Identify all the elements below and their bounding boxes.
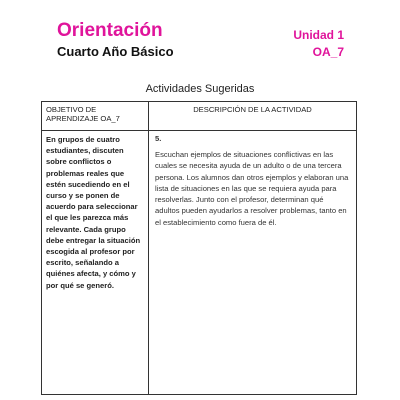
objective-cell: En grupos de cuatro estudiantes, discuten sobre conflictos o problemas reales que estén sucediendo en el curso y se ponen de acuerdo para seleccionar el que les parezca más relevante. Cada grupo debe entregar la situación escogida al profesor por escrito, señalando a quiénes afecta, y cómo y por qué se generó.	[42, 131, 149, 395]
document-title: Orientación	[57, 20, 163, 41]
unit-label: Unidad 1	[293, 28, 344, 42]
description-column-header: DESCRIPCIÓN DE LA ACTIVIDAD	[149, 102, 357, 131]
grade-subtitle: Cuarto Año Básico	[57, 44, 174, 59]
table-row	[42, 131, 357, 395]
oa-code-label: OA_7	[312, 45, 344, 59]
objective-column-header: OBJETIVO DE APRENDIZAJE OA_7	[42, 102, 149, 131]
table-header-row	[42, 102, 357, 131]
section-heading: Actividades Sugeridas	[145, 83, 255, 95]
activity-number: 5.	[155, 134, 162, 143]
activity-description: Escuchan ejemplos de situaciones conflictivas en las cuales se necesita ayuda de un adulto o de una tercera persona. Los alumnos dan otros ejemplos y elaboran una lista de situaciones en las que se requiera ayuda para resolverlas. Junto con el profesor, determinan qué adultos pueden ayudarlos a resolver problemas, tanto en el establecimiento como fuera de él.	[155, 150, 349, 227]
activity-cell	[149, 131, 357, 395]
activities-table	[41, 101, 357, 395]
